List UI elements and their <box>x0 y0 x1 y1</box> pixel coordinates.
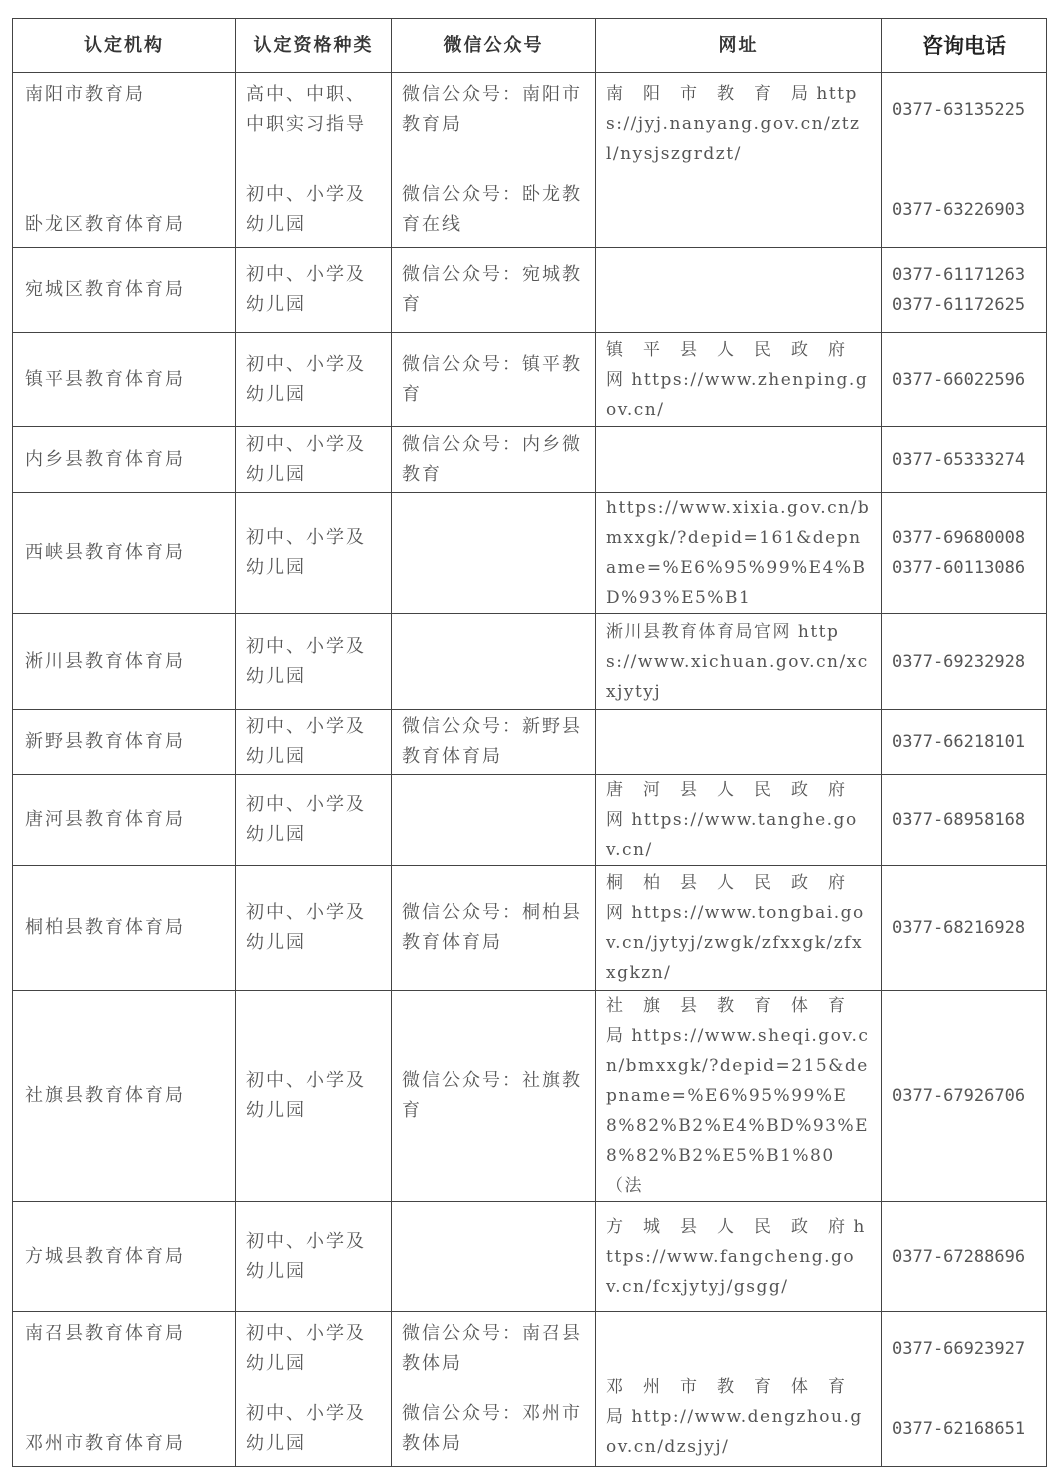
qualification-type: 初中、小学及幼儿园 <box>236 991 392 1202</box>
website-link[interactable] <box>596 710 882 775</box>
org-name: 邓州市教育体育局 <box>25 1433 185 1454</box>
contact-table <box>12 18 1047 1467</box>
org-name: 卧龙区教育体育局 <box>25 214 185 235</box>
wechat-account: 微信公众号：内乡微教育 <box>392 427 596 493</box>
phone-number: 0377-67288696 <box>882 1202 1047 1312</box>
table-row <box>13 333 1047 427</box>
table-row <box>13 73 1047 248</box>
wechat-account <box>392 614 596 710</box>
header-row <box>13 19 1047 73</box>
header-org: 认定机构 <box>13 19 236 73</box>
website-link[interactable]: 南 阳 市 教 育 局 https://jyj.nanyang.gov.cn/ztzl/nysjszgrdzt/ <box>596 73 882 248</box>
table-row <box>13 991 1047 1202</box>
qualification-type: 初中、小学及幼儿园 <box>236 614 392 710</box>
table-row <box>13 493 1047 614</box>
website-link[interactable]: 桐 柏 县 人 民 政 府 网 https://www.tongbai.gov.cn/jytyj/zwgk/zfxxgk/zfxxgkzn/ <box>596 866 882 991</box>
website-link[interactable]: 社 旗 县 教 育 体 育 局 https://www.sheqi.gov.cn/bmxxgk/?depid=215&depname=%E6%95%99%E8%82%B2%E4%BD%93%E8%82%B2%E5%B1%80（法 <box>596 991 882 1202</box>
org-name: 镇平县教育体育局 <box>13 333 236 427</box>
qualification-type: 初中、小学及幼儿园 <box>236 427 392 493</box>
phone-number: 0377-68216928 <box>882 866 1047 991</box>
org-name: 南阳市教育局 <box>25 84 145 105</box>
qualification-type: 初中、小学及幼儿园 <box>236 710 392 775</box>
wechat-account: 微信公众号：卧龙教育在线 <box>402 184 582 235</box>
header-site: 网址 <box>596 19 882 73</box>
wechat-account: 微信公众号：宛城教育 <box>392 248 596 333</box>
phone-number: 0377-61172625 <box>892 295 1026 315</box>
table-row <box>13 427 1047 493</box>
qualification-type: 初中、小学及幼儿园 <box>236 775 392 866</box>
wechat-account: 微信公众号：新野县教育体育局 <box>392 710 596 775</box>
phone-number: 0377-66022596 <box>882 333 1047 427</box>
qualification-type: 初中、小学及幼儿园 <box>246 1403 366 1454</box>
qualification-type: 初中、小学及幼儿园 <box>236 248 392 333</box>
table-row <box>13 775 1047 866</box>
phone-number: 0377-66218101 <box>882 710 1047 775</box>
phone-number: 0377-65333274 <box>882 427 1047 493</box>
website-link[interactable]: https://www.xixia.gov.cn/bmxxgk/?depid=161&depname=%E6%95%99%E4%BD%93%E5%B1 <box>596 493 882 614</box>
org-name: 社旗县教育体育局 <box>13 991 236 1202</box>
table-row <box>13 1312 1047 1467</box>
table-row <box>13 866 1047 991</box>
org-name: 方城县教育体育局 <box>13 1202 236 1312</box>
table-row <box>13 1202 1047 1312</box>
phone-number: 0377-67926706 <box>882 991 1047 1202</box>
table-row <box>13 710 1047 775</box>
wechat-account <box>392 1202 596 1312</box>
qualification-type: 高中、中职、中职实习指导 <box>246 84 366 135</box>
phone-number: 0377-69232928 <box>882 614 1047 710</box>
phone-number: 0377-69680008 <box>892 528 1026 548</box>
phone-number: 0377-60113086 <box>892 558 1026 578</box>
qualification-type: 初中、小学及幼儿园 <box>246 1323 366 1374</box>
wechat-account: 微信公众号：南阳市教育局 <box>402 84 582 135</box>
website-link[interactable] <box>596 427 882 493</box>
header-phone: 咨询电话 <box>882 19 1047 73</box>
header-type: 认定资格种类 <box>236 19 392 73</box>
qualification-type: 初中、小学及幼儿园 <box>246 184 366 235</box>
phone-number: 0377-66923927 <box>892 1339 1026 1359</box>
phone-number: 0377-61171263 <box>892 265 1026 285</box>
table-row <box>13 614 1047 710</box>
wechat-account: 微信公众号：桐柏县教育体育局 <box>392 866 596 991</box>
phone-number: 0377-68958168 <box>882 775 1047 866</box>
wechat-account <box>392 493 596 614</box>
website-link[interactable]: 邓 州 市 教 育 体 育 局 http://www.dengzhou.gov.cn/dzsjyj/ <box>596 1312 882 1467</box>
website-link[interactable]: 镇 平 县 人 民 政 府 网 https://www.zhenping.gov.cn/ <box>596 333 882 427</box>
phone-number: 0377-63226903 <box>892 200 1026 220</box>
website-link[interactable] <box>596 248 882 333</box>
qualification-type: 初中、小学及幼儿园 <box>236 493 392 614</box>
website-link[interactable]: 淅川县教育体育局官网 https://www.xichuan.gov.cn/xcxjytyj <box>596 614 882 710</box>
phone-number: 0377-63135225 <box>892 100 1026 120</box>
wechat-account: 微信公众号：社旗教育 <box>392 991 596 1202</box>
website-link[interactable]: 方 城 县 人 民 政 府 https://www.fangcheng.gov.cn/fcxjytyj/gsgg/ <box>596 1202 882 1312</box>
org-name: 桐柏县教育体育局 <box>13 866 236 991</box>
org-name: 宛城区教育体育局 <box>13 248 236 333</box>
org-name: 唐河县教育体育局 <box>13 775 236 866</box>
phone-number: 0377-62168651 <box>892 1419 1026 1439</box>
qualification-type: 初中、小学及幼儿园 <box>236 1202 392 1312</box>
header-wechat: 微信公众号 <box>392 19 596 73</box>
wechat-account <box>392 775 596 866</box>
website-link[interactable]: 唐 河 县 人 民 政 府 网 https://www.tanghe.gov.cn/ <box>596 775 882 866</box>
org-name: 内乡县教育体育局 <box>13 427 236 493</box>
wechat-account: 微信公众号：镇平教育 <box>392 333 596 427</box>
qualification-type: 初中、小学及幼儿园 <box>236 866 392 991</box>
org-name: 新野县教育体育局 <box>13 710 236 775</box>
wechat-account: 微信公众号：南召县教体局 <box>402 1323 582 1374</box>
table-row <box>13 248 1047 333</box>
org-name: 南召县教育体育局 <box>25 1323 185 1344</box>
org-name: 淅川县教育体育局 <box>13 614 236 710</box>
qualification-type: 初中、小学及幼儿园 <box>236 333 392 427</box>
org-name: 西峡县教育体育局 <box>13 493 236 614</box>
wechat-account: 微信公众号：邓州市教体局 <box>402 1403 582 1454</box>
